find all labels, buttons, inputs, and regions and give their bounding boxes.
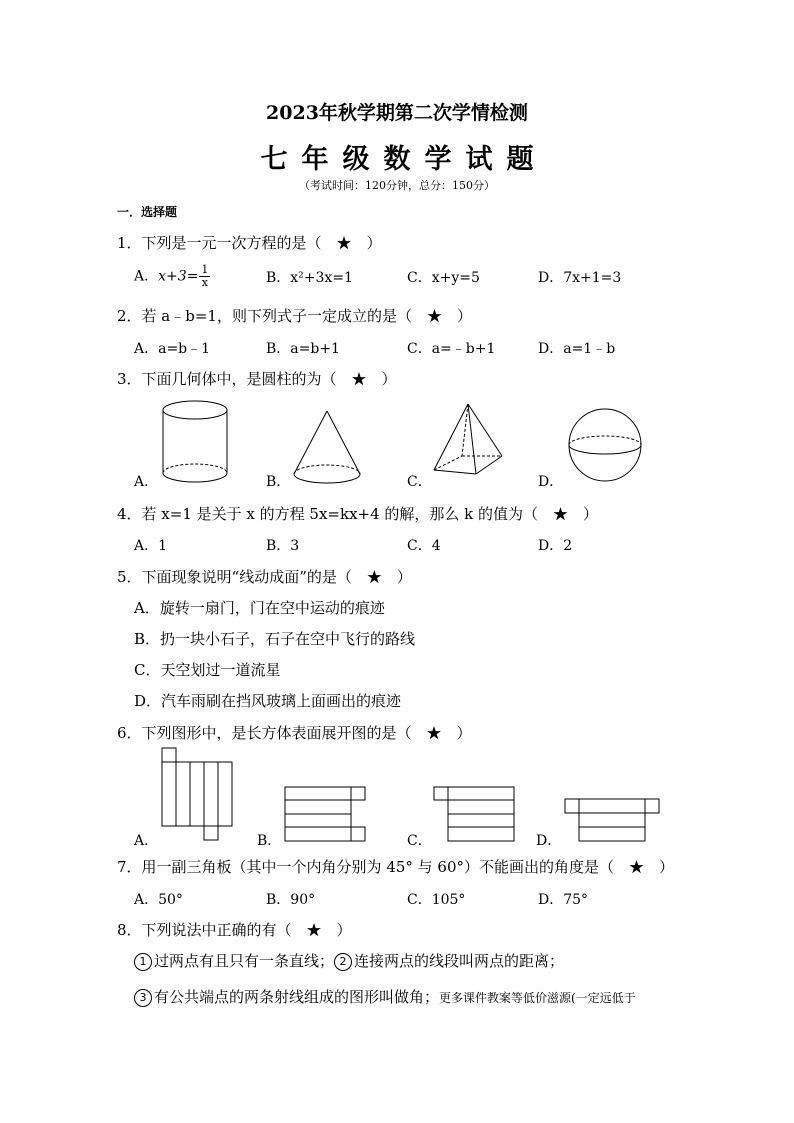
q5-option-a: A．旋转一扇门，门在空中运动的痕迹 — [134, 599, 385, 617]
q7-stem: 7．用一副三角板（其中一个内角分别为 45° 与 60°）不能画出的角度是（ ★ ） — [117, 858, 675, 876]
q7-option-d: D．75° — [538, 892, 589, 908]
circled-number-2: 2 — [334, 953, 352, 971]
q2-stem: 2．若 a﹣b=1，则下列式子一定成立的是（ ★ ） — [117, 307, 472, 325]
circled-number-3: 3 — [134, 989, 152, 1007]
q6-option-a: A． — [134, 833, 159, 849]
exam-note: （考试时间：120分钟，总分：150分） — [299, 179, 495, 192]
exam-subtitle: 七年级数学试题 — [260, 144, 548, 175]
net-figure-b — [283, 785, 368, 845]
cylinder-icon — [155, 398, 235, 488]
q7-option-c: C．105° — [407, 892, 466, 908]
q8-statement-3: 有公共端点的两条射线组成的图形叫做角； — [154, 988, 440, 1006]
q3-option-d: D． — [538, 474, 564, 490]
q1-option-a-expr: x+3= — [158, 268, 199, 285]
q6-option-b: B． — [257, 833, 282, 849]
q4-option-c: C．4 — [407, 538, 441, 554]
q5-option-c: C．天空划过一道流星 — [134, 661, 281, 679]
q3-option-a: A． — [134, 474, 159, 490]
q8-statement-1: 过两点有且只有一条直线； — [154, 952, 335, 970]
q3-option-c: C． — [407, 474, 432, 490]
q1-option-c: C．x+y=5 — [407, 270, 480, 286]
q8-statements-line2 — [134, 986, 636, 1007]
q3-stem: 3．下面几何体中，是圆柱的为（ ★ ） — [117, 370, 397, 388]
pyramid-icon — [428, 400, 508, 480]
q6-option-d: D． — [536, 833, 562, 849]
exam-title: 2023年秋学期第二次学情检测 — [266, 102, 528, 124]
q6-stem: 6．下列图形中，是长方体表面展开图的是（ ★ ） — [117, 724, 472, 742]
net-figure-d — [563, 797, 663, 845]
q7-option-a: A．50° — [134, 892, 183, 908]
q7-option-b: B．90° — [266, 892, 316, 908]
fraction — [199, 264, 210, 289]
net-figure-a — [160, 746, 240, 842]
fraction-numerator: 1 — [201, 263, 209, 276]
q4-option-b: B．3 — [266, 538, 300, 554]
q8-statement-2: 连接两点的线段叫两点的距离； — [354, 952, 565, 970]
q1-option-a — [134, 264, 210, 289]
q5-option-d: D．汽车雨刷在挡风玻璃上面画出的痕迹 — [134, 692, 402, 710]
q1-option-b: B．x²+3x=1 — [266, 270, 353, 286]
section-heading: 一．选择题 — [117, 205, 178, 219]
q3-option-b: B． — [266, 474, 291, 490]
q4-option-a: A．1 — [134, 538, 168, 554]
q8-statements-line1 — [134, 950, 564, 971]
q4-option-d: D．2 — [538, 538, 573, 554]
q1-option-d: D．7x+1=3 — [538, 270, 622, 286]
q2-option-b: B．a=b+1 — [266, 341, 340, 357]
q2-option-c: C．a=﹣b+1 — [407, 341, 496, 357]
cone-icon — [290, 408, 365, 488]
q6-option-c: C． — [407, 833, 432, 849]
circled-number-1: 1 — [134, 953, 152, 971]
q4-stem: 4．若 x=1 是关于 x 的方程 5x=kx+4 的解，那么 k 的值为（ ★ ） — [117, 505, 599, 523]
sphere-icon — [565, 405, 645, 485]
watermark-text: 更多课件教案等低价滋源(一定远低于 — [439, 991, 636, 1005]
fraction-denominator: x — [201, 276, 208, 289]
q1-stem: 1．下列是一元一次方程的是（ ★ ） — [117, 234, 382, 252]
q5-option-b: B．扔一块小石子，石子在空中飞行的路线 — [134, 630, 416, 648]
q2-option-a: A．a=b﹣1 — [134, 341, 211, 357]
q5-stem: 5．下面现象说明“线动成面”的是（ ★ ） — [117, 568, 412, 586]
net-figure-c — [432, 785, 517, 845]
q2-option-d: D．a=1﹣b — [538, 341, 616, 357]
q1-option-a-label: A． — [134, 268, 159, 285]
q8-stem: 8．下列说法中正确的有（ ★ ） — [117, 921, 352, 939]
